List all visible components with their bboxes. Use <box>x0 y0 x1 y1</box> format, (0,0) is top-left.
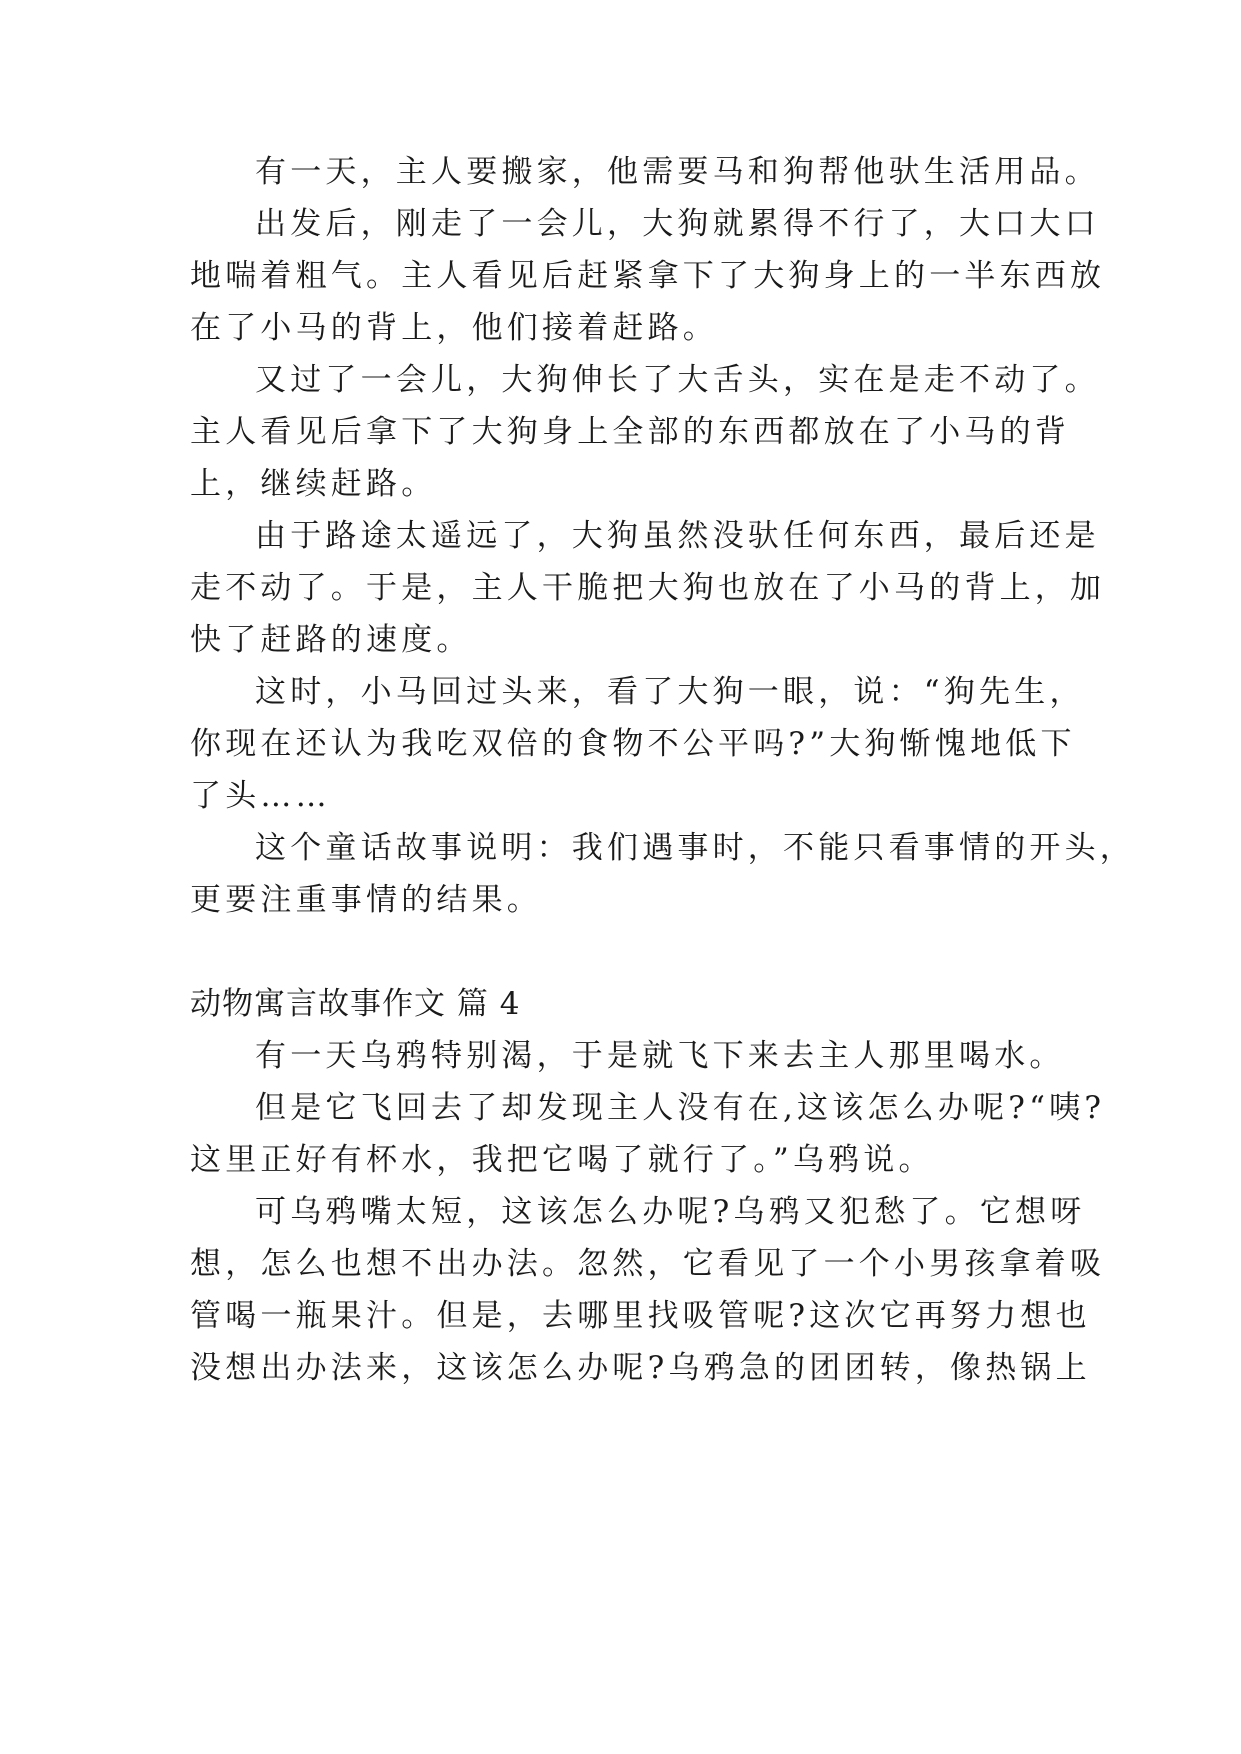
paragraph-line: 主人看见后拿下了大狗身上全部的东西都放在了小马的背 <box>190 414 1070 450</box>
paragraph-line: 这个童话故事说明：我们遇事时，不能只看事情的开头， <box>255 830 1135 866</box>
paragraph-line: 可乌鸦嘴太短，这该怎么办呢?乌鸦又犯愁了。它想呀 <box>255 1194 1086 1230</box>
paragraph-line: 你现在还认为我吃双倍的食物不公平吗?”大狗惭愧地低下 <box>190 726 1076 762</box>
paragraph-line: 又过了一会儿，大狗伸长了大舌头，实在是走不动了。 <box>255 362 1100 398</box>
paragraph-line: 但是它飞回去了却发现主人没有在,这该怎么办呢?“咦? <box>255 1090 1106 1126</box>
paragraph-line: 出发后，刚走了一会儿，大狗就累得不行了，大口大口 <box>255 206 1100 242</box>
paragraph-line: 有一天乌鸦特别渴，于是就飞下来去主人那里喝水。 <box>255 1038 1065 1074</box>
paragraph-line: 上，继续赶路。 <box>190 466 437 502</box>
paragraph-line: 快了赶路的速度。 <box>190 622 472 658</box>
paragraph-line: 管喝一瓶果汁。但是，去哪里找吸管呢?这次它再努力想也 <box>190 1298 1091 1334</box>
section-heading: 动物寓言故事作文 篇 4 <box>190 986 521 1022</box>
paragraph-line: 地喘着粗气。主人看见后赶紧拿下了大狗身上的一半东西放 <box>190 258 1106 294</box>
paragraph-line: 了头…… <box>190 778 331 814</box>
paragraph-line: 想，怎么也想不出办法。忽然，它看见了一个小男孩拿着吸 <box>190 1246 1106 1282</box>
paragraph-line: 这里正好有杯水，我把它喝了就行了。”乌鸦说。 <box>190 1142 934 1178</box>
paragraph-line: 在了小马的背上，他们接着赶路。 <box>190 310 718 346</box>
paragraph-line: 有一天，主人要搬家，他需要马和狗帮他驮生活用品。 <box>255 154 1100 190</box>
paragraph-line: 这时，小马回过头来，看了大狗一眼，说：“狗先生， <box>255 674 1085 710</box>
paragraph-line: 没想出办法来，这该怎么办呢?乌鸦急的团团转，像热锅上 <box>190 1350 1091 1386</box>
paragraph-line: 走不动了。于是，主人干脆把大狗也放在了小马的背上，加 <box>190 570 1106 606</box>
paragraph-line: 由于路途太遥远了，大狗虽然没驮任何东西，最后还是 <box>255 518 1100 554</box>
paragraph-line: 更要注重事情的结果。 <box>190 882 542 918</box>
